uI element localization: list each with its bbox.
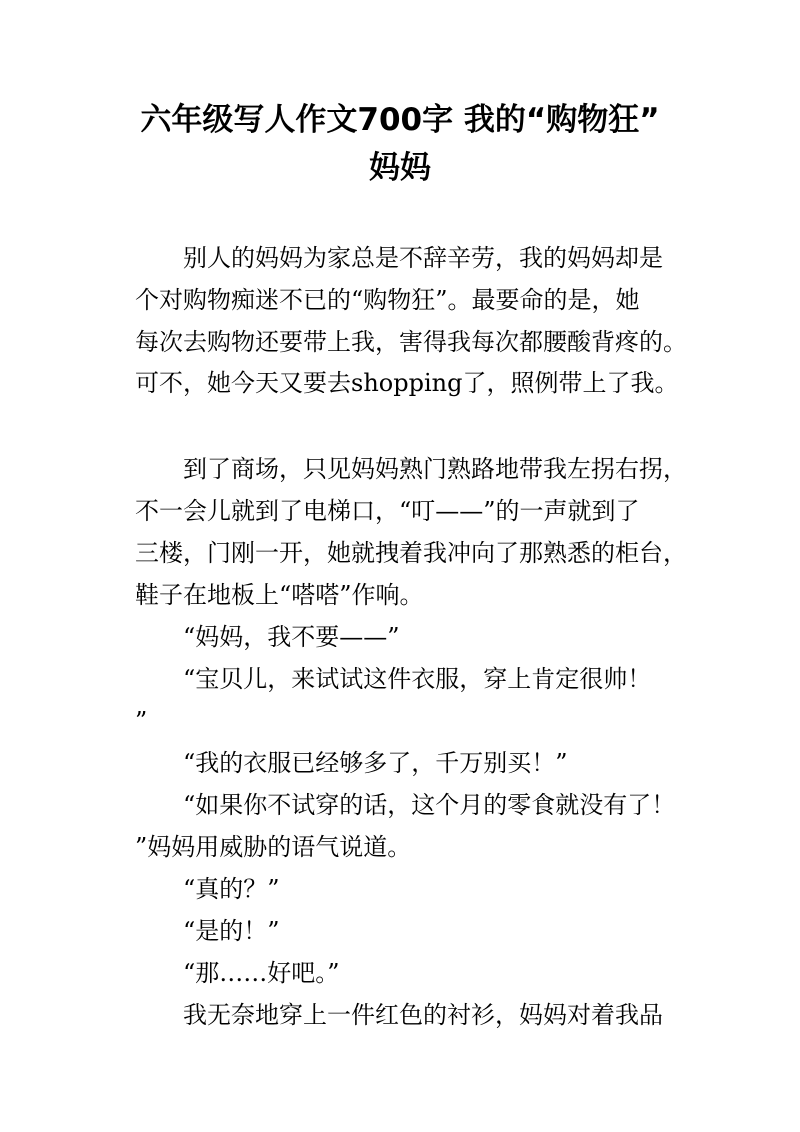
dialogue-line: ”妈妈用威胁的语气说道。 <box>135 833 412 861</box>
dialogue-line: “是的！” <box>183 917 280 945</box>
paragraph-line: 可不，她今天又要去shopping了，照例带上了我。 <box>135 369 679 397</box>
dialogue-line: “如果你不试穿的话，这个月的零食就没有了！ <box>183 791 676 819</box>
dialogue-line: “妈妈，我不要——” <box>183 623 400 651</box>
title-line-2: 妈妈 <box>369 150 431 186</box>
paragraph-line: 鞋子在地板上“嗒嗒”作响。 <box>135 581 424 609</box>
title-line-1: 六年级写人作文700字 我的“购物狂” <box>140 102 660 138</box>
document-title <box>100 96 700 192</box>
dialogue-line: “宝贝儿，来试试这件衣服，穿上肯定很帅！ <box>183 665 652 693</box>
paragraph-line: 每次去购物还要带上我，害得我每次都腰酸背疼的。 <box>135 328 687 356</box>
paragraph-line: 到了商场，只见妈妈熟门熟路地带我左拐右拐， <box>183 455 687 483</box>
dialogue-line: ” <box>135 707 148 735</box>
dialogue-line: “那……好吧。” <box>183 959 340 987</box>
paragraph-line: 三楼，门刚一开，她就拽着我冲向了那熟悉的柜台， <box>135 539 687 567</box>
paragraph-line: 不一会儿就到了电梯口，“叮——”的一声就到了 <box>135 497 640 525</box>
dialogue-line: “真的？” <box>183 875 280 903</box>
paragraph-line: 别人的妈妈为家总是不辞辛劳，我的妈妈却是 <box>183 244 663 272</box>
paragraph-line: 个对购物痴迷不已的“购物狂”。最要命的是，她 <box>135 286 640 314</box>
paragraph-line: 我无奈地穿上一件红色的衬衫，妈妈对着我品 <box>183 1001 663 1029</box>
dialogue-line: “我的衣服已经够多了，千万别买！” <box>183 749 568 777</box>
